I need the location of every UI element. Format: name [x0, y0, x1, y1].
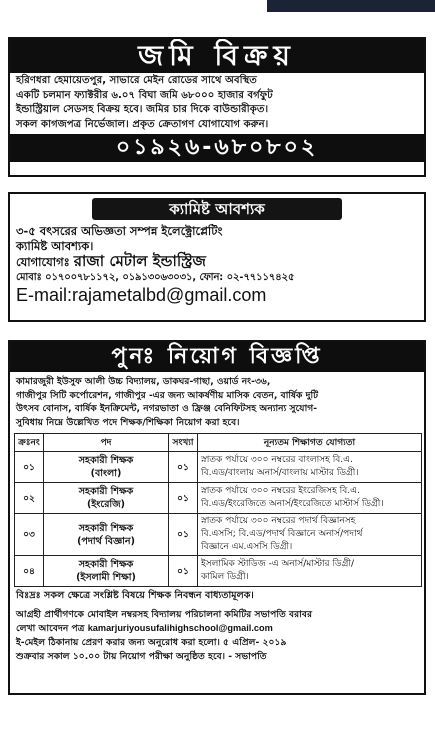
footer-line	[16, 622, 418, 636]
row-serial: ০২	[15, 483, 44, 514]
row-serial: ০১	[15, 452, 44, 483]
table-row	[15, 514, 422, 556]
page-top-bar	[0, 0, 435, 30]
qual-line: বি.এড/ইংরেজিতে অনার্স/ইংরেজিতে মাস্টার্স ডিগ্রী।	[201, 499, 384, 510]
intro-line	[16, 375, 418, 389]
land-sale-line: হরিণধরা হেমায়েতপুর, সাভারে মেইন রোডের সাথে অবস্থিত	[16, 75, 257, 86]
qual-line: ইসলামিক স্টাডিজ -এ অনার্স/মাস্টার ডিগ্রী/	[201, 559, 355, 570]
row-post	[44, 556, 169, 587]
company-name: রাজা মেটাল ইন্ডাস্ট্রিজ	[73, 252, 206, 270]
table-row	[15, 556, 422, 587]
row-qualification	[198, 452, 422, 483]
row-qualification	[198, 514, 422, 556]
footer-line: শুক্রবার সকাল ১০.০০ টায় নিয়োগ পরীক্ষা অনুষ্ঠিত হবে। - সভাপতি	[16, 650, 267, 662]
chemist-contact	[16, 254, 418, 270]
chemist-body	[10, 220, 424, 305]
row-count: ০১	[169, 483, 198, 514]
qual-line: স্নাতক পর্যায়ে ৩০০ নম্বরের বাংলাসহ বি.এ.	[201, 455, 353, 466]
land-sale-line: ইন্ডাস্ট্রিয়াল সেডসহ বিক্রয় হবে। জমির চার দিকে বাউন্ডারীকৃত।	[16, 104, 269, 115]
recruitment-intro	[10, 372, 424, 429]
post-title: সহকারী শিক্ষক	[78, 455, 134, 467]
post-title: সহকারী শিক্ষক	[78, 522, 134, 534]
header-post: পদ	[44, 434, 169, 452]
post-subject: (পদার্থ বিজ্ঞান)	[77, 535, 135, 547]
intro-line: উৎসব বোনাস, বার্ষিক ইনক্রিমেন্ট, নগরভাতা ও ফ্রিঞ্জ বেনিফিটসহ অন্যান্য সুযোগ-	[16, 403, 318, 415]
header-count: সংখ্যা	[169, 434, 198, 452]
chemist-email: E-mail:rajametalbd@gmail.com	[16, 285, 267, 305]
header-serial: ক্রঃনং	[15, 434, 44, 452]
row-post	[44, 452, 169, 483]
land-sale-body	[10, 73, 424, 132]
land-sale-title: জমি বিক্রয়	[10, 39, 424, 73]
row-qualification	[198, 556, 422, 587]
intro-line: সুবিধায় নিম্নে উল্লেখিত পদে শিক্ষক/শিক্ষিকা নিয়োগ করা হবে।	[16, 416, 240, 428]
contact-prefix: যোগাযোগঃ	[16, 255, 70, 269]
top-stripe	[267, 0, 435, 12]
row-qualification	[198, 483, 422, 514]
chemist-line: ৩-৫ বৎসরের অভিজ্ঞতা সম্পন্ন ইলেক্ট্রোপ্লেটিং	[16, 224, 223, 238]
row-serial: ০৩	[15, 514, 44, 556]
row-post	[44, 514, 169, 556]
table-row	[15, 483, 422, 514]
qual-line: স্নাতক পর্যায়ে ৩০০ নম্বরের পদার্থ বিজ্ঞানসহ	[201, 516, 356, 527]
row-count: ০১	[169, 514, 198, 556]
qual-line: কামিল ডিগ্রী।	[201, 572, 249, 583]
school-name: কামারজুরী ইউসুফ আলী উচ্চ বিদ্যালয়,	[16, 376, 160, 387]
intro-line: গাজীপুর সিটি কর্পোরেশন, গাজীপুর -এর জন্য আকর্ষণীয় মাসিক বেতন, বার্ষিক দুটি	[16, 389, 319, 401]
header-qualification: নূন্যতম শিক্ষাগত যোগ্যতা	[198, 434, 422, 452]
school-email: kamarjuriyousufalihighschool@gmail.com	[87, 623, 273, 634]
post-subject: (বাংলা)	[90, 468, 122, 480]
row-count: ০১	[169, 452, 198, 483]
footer-line: ই-মেইল ঠিকানায় প্রেরণ করার জন্য অনুরোধ করা হলো। ৫ এপ্রিল- ২০১৯	[16, 636, 287, 648]
chemist-wanted-ad	[8, 192, 426, 322]
qual-line: স্নাতক পর্যায়ে ৩০০ নম্বরের ইংরেজিসহ বি.এ.	[201, 486, 360, 497]
row-count: ০১	[169, 556, 198, 587]
land-sale-line: একটি চলমান ফ্যাক্টরীর ৬.০৭ বিঘা জমি ৬৮০০০ হাজার বর্গফুট	[16, 89, 273, 101]
footer-line: আগ্রহী প্রার্থীগণকে মোবাইল নম্বরসহ বিদ্যালয় পরিচালনা কমিটির সভাপতি বরাবর	[16, 609, 313, 621]
table-header-row	[15, 434, 422, 452]
row-serial: ০৪	[15, 556, 44, 587]
row-post	[44, 483, 169, 514]
table-row	[15, 452, 422, 483]
land-sale-line: সকল কাগজপত্র নির্ভেজাল। প্রকৃত ক্রেতাগণ যোগাযোগ করুন।	[16, 118, 269, 130]
recruitment-title: পুনঃ নিয়োগ বিজ্ঞপ্তি	[10, 342, 424, 372]
jobs-table	[14, 433, 422, 587]
recruitment-footer	[10, 604, 424, 663]
qual-line: বিজ্ঞানে এম.এসসি ডিগ্রী।	[201, 542, 293, 553]
qual-line: বি.এসসি; বি.এড/পদার্থ বিজ্ঞানে অনার্স/পদার্থ	[201, 529, 363, 540]
chemist-title: ক্যামিষ্ট আবশ্যক	[92, 198, 342, 220]
chemist-line: ক্যামিষ্ট আবশ্যক।	[16, 239, 94, 253]
land-sale-ad	[8, 37, 426, 177]
qual-line: বি.এড/বাংলায় অনার্স/বাংলায় মাস্টার ডিগ্রী।	[201, 468, 359, 479]
post-subject: (ইংরেজি)	[87, 499, 125, 511]
post-subject: (ইসলামী শিক্ষা)	[76, 572, 136, 584]
post-title: সহকারী শিক্ষক	[78, 486, 134, 498]
land-sale-phone: ০১৯২৬-৬৮০৮০২	[10, 134, 424, 162]
recruitment-note: বিঃদ্রঃ সকল ক্ষেত্রে সংশ্লিষ্ট বিষয়ে শিক্ষক নিবন্ধন বাধ্যতামূলক।	[16, 590, 254, 602]
recruitment-ad	[8, 340, 426, 695]
post-title: সহকারী শিক্ষক	[78, 559, 134, 571]
footer-prefix: লেখা আবেদন পত্র	[16, 623, 88, 635]
chemist-mobile: মোবাঃ ০১৭০০৭৮১১৭২, ০১৯১৩০৬৩০৩১, ফোন: ০২-৭৭১১৭৪২৫	[16, 272, 295, 283]
intro-address: ডাকঘর-গাছা, ওয়ার্ড নং-৩৬,	[159, 376, 271, 387]
